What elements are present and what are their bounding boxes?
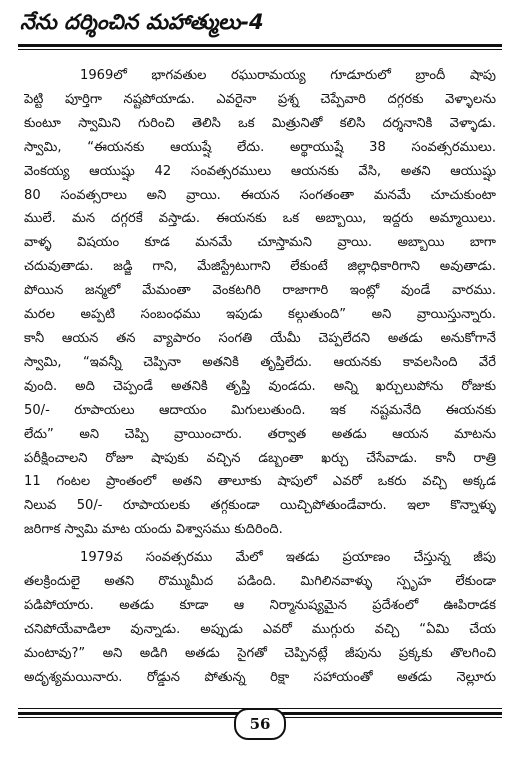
text-line: కుంటూ స్వామిని గురించి తెలిసి ఒక మిత్రునితో కలిసి దర్శనానికి వెళ్ళాడు. xyxy=(24,115,496,131)
text-line: పరీక్షించాలని రోజూ షాపుకు వచ్చిన డబ్బంతా ఖర్చు చేసేవాడు. కానీ రాత్రి xyxy=(24,450,496,466)
text-line: చనిపోయేవాడిలా వున్నాడు. అప్పుడు ఎవరో ముగ్గురు వచ్చి “ఏమి చేయ xyxy=(24,621,496,637)
text-line: లేదు” అని చెప్పి వ్రాయించారు. తర్వాత అతడు ఆయన మాటను xyxy=(24,426,496,442)
text-line: 1969లో భాగవతుల రఘురామయ్య గూడూరులో బ్రాందీ షాపు xyxy=(80,68,496,83)
page-number: 56 xyxy=(234,708,286,740)
text-line: వాళ్ళ విషయం కూడ మనమే చూస్తామని వ్రాయి. అబ్బాయి బాగా xyxy=(24,235,496,251)
running-title: నేను దర్శించిన మహాత్ములు-4 xyxy=(20,10,264,34)
text-line: పడిపోయారు. అతడు కూడా ఆ నిర్మానుష్యమైన ప్రదేశంలో ఊపిరాడక xyxy=(24,597,496,613)
text-line: స్వామి, “ఈయనకు ఆయుష్షే లేదు. అర్థాయుష్షే 38 సంవత్సరములు. xyxy=(24,139,496,155)
text-line: 1979వ సంవత్సరము మేలో ఇతడు ప్రయాణం చేస్తున్న జీపు xyxy=(80,550,496,566)
header-rule-thick xyxy=(18,44,502,47)
text-line: వుంది. అది చెప్పండే అతనికి తృప్తి వుండదు. అన్ని ఖర్చులుపోను రోజుకు xyxy=(24,378,496,394)
text-line: 11 గంటల ప్రాంతంలో అతని తాలూకు షాపులో ఎవరో ఒకరు వచ్చి అక్కడ xyxy=(24,474,496,490)
text-line: తలక్రిందులై అతని రొమ్ముమీద పడింది. మిగిలినవాళ్ళు స్పృహ లేకుండా xyxy=(24,574,496,590)
text-line: పోయిన జన్మలో మేమంతా వెంకటగిరి రాజాగారి ఇంట్లో వుండే వారము. xyxy=(24,283,496,299)
text-line: మంటావు?” అని అడిగి అతడు సైగతో చెప్పినట్లే జీపును ప్రక్కకు తొలగించి xyxy=(24,645,496,661)
text-line: అదృశ్యమయినారు. రోడ్డున పోతున్న రిక్షా సహాయంతో అతడు నెల్లూరు xyxy=(24,669,496,685)
text-line: కానీ ఆయన తన వ్యాపారం సంగతి యేమీ చెప్పలేదని అతడు అనుకోగానే xyxy=(24,330,496,346)
text-line: 50/- రూపాయలు ఆదాయం మిగులుతుంది. ఇక నష్టమనేది ఈయనకు xyxy=(24,402,496,418)
text-line: చదువుతాడు. జడ్జి గాని, మేజిస్ట్రేటుగాని లేకుంటే జిల్లాధికారిగాని అవుతాడు. xyxy=(24,259,496,275)
text-line: నిలువ 50/- రూపాయలకు తగ్గకుండా యిచ్చిపోతుండేవారు. ఇలా కొన్నాళ్ళు xyxy=(24,498,496,514)
text-line: 80 సంవత్సరాలు అని వ్రాయి. ఈయన సంగతంతా మనమే చూచుకుంటా xyxy=(24,187,496,203)
text-line: స్వామి, “ఇవన్నీ చెప్పినా అతనికి తృప్తిలేదు. ఆయనకు కావలసింది వేరే xyxy=(24,354,496,370)
text-line: పెట్టి పూర్తిగా నష్టపోయాడు. ఎవరైనా ప్రశ్న చెప్పేవారి దగ్గరకు వెళ్ళాలను xyxy=(24,91,496,107)
body-text xyxy=(24,64,496,690)
paragraph-1 xyxy=(24,64,496,542)
text-line: మరల అప్పటి సంబంధము ఇపుడు కల్గుతుంది” అని వ్రాయిస్తున్నారు. xyxy=(24,307,496,323)
text-line: వెంకయ్య ఆయుష్షు 42 సంవత్సరములు ఆయనకు వేసి, అతని ఆయుష్షు xyxy=(24,163,496,179)
text-line: జరిగాక స్వామి మాట యందు విశ్వాసము కుదిరింది. xyxy=(24,522,283,538)
text-line: ములే. మన దగ్గరకే వస్తాడు. ఈయనకు ఒక అబ్బాయి, ఇద్దరు అమ్మాయిలు. xyxy=(24,211,496,227)
paragraph-2 xyxy=(24,546,496,689)
page-footer xyxy=(18,706,502,746)
header-rule-thin xyxy=(18,49,502,50)
